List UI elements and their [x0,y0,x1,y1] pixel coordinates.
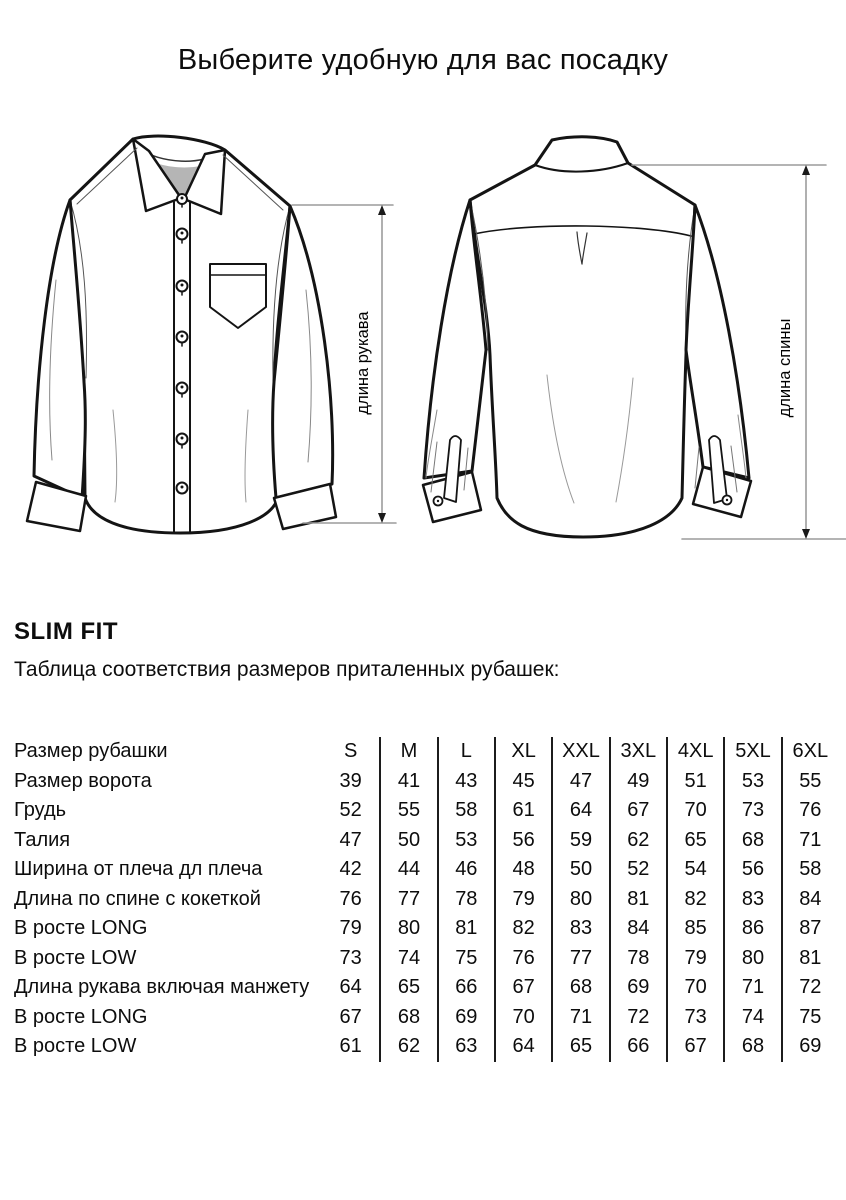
size-value: 64 [494,1032,551,1062]
size-value: XL [494,737,551,767]
row-label: Длина по спине с кокеткой [14,887,261,910]
size-value: 84 [781,885,838,915]
size-value: 82 [494,914,551,944]
size-table [14,737,838,1062]
table-row [14,796,838,826]
size-value: 71 [551,1003,608,1033]
size-value: 81 [609,885,666,915]
fit-heading: SLIM FIT [14,618,118,645]
row-label: В росте LOW [14,946,137,969]
size-value: 66 [609,1032,666,1062]
size-value: 70 [494,1003,551,1033]
size-value: 43 [437,767,494,797]
back-length-label: длина спины [776,318,794,418]
size-value: L [437,737,494,767]
size-value: 73 [666,1003,723,1033]
size-value: 76 [494,944,551,974]
size-value: 50 [551,855,608,885]
size-value: 48 [494,855,551,885]
size-value: XXL [551,737,608,767]
size-value: 75 [437,944,494,974]
row-label: Грудь [14,799,67,822]
size-value: 6XL [781,737,838,767]
size-value: 71 [723,973,780,1003]
size-value: 67 [339,1005,362,1028]
size-value: 80 [379,914,436,944]
row-label: Длина рукава включая манжету [14,976,310,999]
size-value: 79 [339,917,362,940]
sleeve-length-label: длина рукава [354,311,372,415]
table-row [14,973,838,1003]
size-value: 44 [379,855,436,885]
size-value: 69 [609,973,666,1003]
size-value: 54 [666,855,723,885]
table-row [14,855,838,885]
size-value: 84 [609,914,666,944]
size-value: 81 [437,914,494,944]
row-label: Размер ворота [14,769,152,792]
size-value: 69 [437,1003,494,1033]
size-value: 41 [379,767,436,797]
size-value: 4XL [666,737,723,767]
size-value: 78 [609,944,666,974]
size-value: 70 [666,973,723,1003]
size-value: 72 [781,973,838,1003]
size-value: 83 [551,914,608,944]
table-row [14,885,838,915]
size-value: 83 [723,885,780,915]
size-value: 65 [379,973,436,1003]
size-value: 62 [379,1032,436,1062]
size-value: 87 [781,914,838,944]
size-value: 46 [437,855,494,885]
size-value: 65 [666,826,723,856]
size-value: 61 [339,1035,362,1058]
size-value: 72 [609,1003,666,1033]
size-value: 52 [339,799,362,822]
size-value: 61 [494,796,551,826]
size-value: 86 [723,914,780,944]
size-value: 50 [379,826,436,856]
size-value: 3XL [609,737,666,767]
size-value: 56 [723,855,780,885]
size-value: 47 [339,828,362,851]
size-value: 5XL [723,737,780,767]
size-value: 73 [339,946,362,969]
size-value: M [379,737,436,767]
row-label: В росте LONG [14,917,148,940]
size-value: 71 [781,826,838,856]
row-label: В росте LONG [14,1005,148,1028]
size-value: 58 [437,796,494,826]
size-value: 67 [666,1032,723,1062]
size-value: 66 [437,973,494,1003]
table-row [14,767,838,797]
size-value: 69 [781,1032,838,1062]
shirt-front-drawing [27,136,336,533]
size-value: 64 [551,796,608,826]
table-row [14,1032,838,1062]
size-value: 42 [339,858,362,881]
table-row [14,914,838,944]
size-value: 68 [723,826,780,856]
page-title: Выберите удобную для вас посадку [177,44,669,76]
table-subtitle: Таблица соответствия размеров приталенных рубашек: [14,658,560,681]
size-value: 80 [551,885,608,915]
size-value: 59 [551,826,608,856]
size-value: 74 [379,944,436,974]
row-label: Талия [14,828,71,851]
size-value: 67 [494,973,551,1003]
size-value: 53 [437,826,494,856]
size-value: 82 [666,885,723,915]
size-value: 70 [666,796,723,826]
size-value: 55 [379,796,436,826]
size-value: 68 [379,1003,436,1033]
size-value: 65 [551,1032,608,1062]
size-value: 39 [339,769,362,792]
table-row [14,826,838,856]
size-value: 78 [437,885,494,915]
size-value: 79 [494,885,551,915]
row-label: Ширина от плеча дл плеча [14,858,263,881]
size-value: 45 [494,767,551,797]
shirt-back-drawing [423,137,751,537]
size-value: 62 [609,826,666,856]
table-row [14,737,838,767]
table-row [14,944,838,974]
size-value: 79 [666,944,723,974]
table-row [14,1003,838,1033]
row-label: В росте LOW [14,1035,137,1058]
size-value: 53 [723,767,780,797]
size-value: 75 [781,1003,838,1033]
size-value: 64 [339,976,362,999]
size-value: 68 [723,1032,780,1062]
size-value: 76 [339,887,362,910]
size-value: 80 [723,944,780,974]
size-value: 55 [781,767,838,797]
size-value: 68 [551,973,608,1003]
size-value: 52 [609,855,666,885]
size-value: 67 [609,796,666,826]
size-value: 73 [723,796,780,826]
size-value: 81 [781,944,838,974]
size-value: 63 [437,1032,494,1062]
size-value: 51 [666,767,723,797]
size-value: S [343,740,358,763]
size-value: 85 [666,914,723,944]
size-value: 58 [781,855,838,885]
size-value: 77 [379,885,436,915]
size-value: 76 [781,796,838,826]
size-value: 49 [609,767,666,797]
row-label: Размер рубашки [14,740,168,763]
shirt-diagrams [0,110,846,590]
size-value: 56 [494,826,551,856]
size-value: 77 [551,944,608,974]
size-value: 47 [551,767,608,797]
size-value: 74 [723,1003,780,1033]
